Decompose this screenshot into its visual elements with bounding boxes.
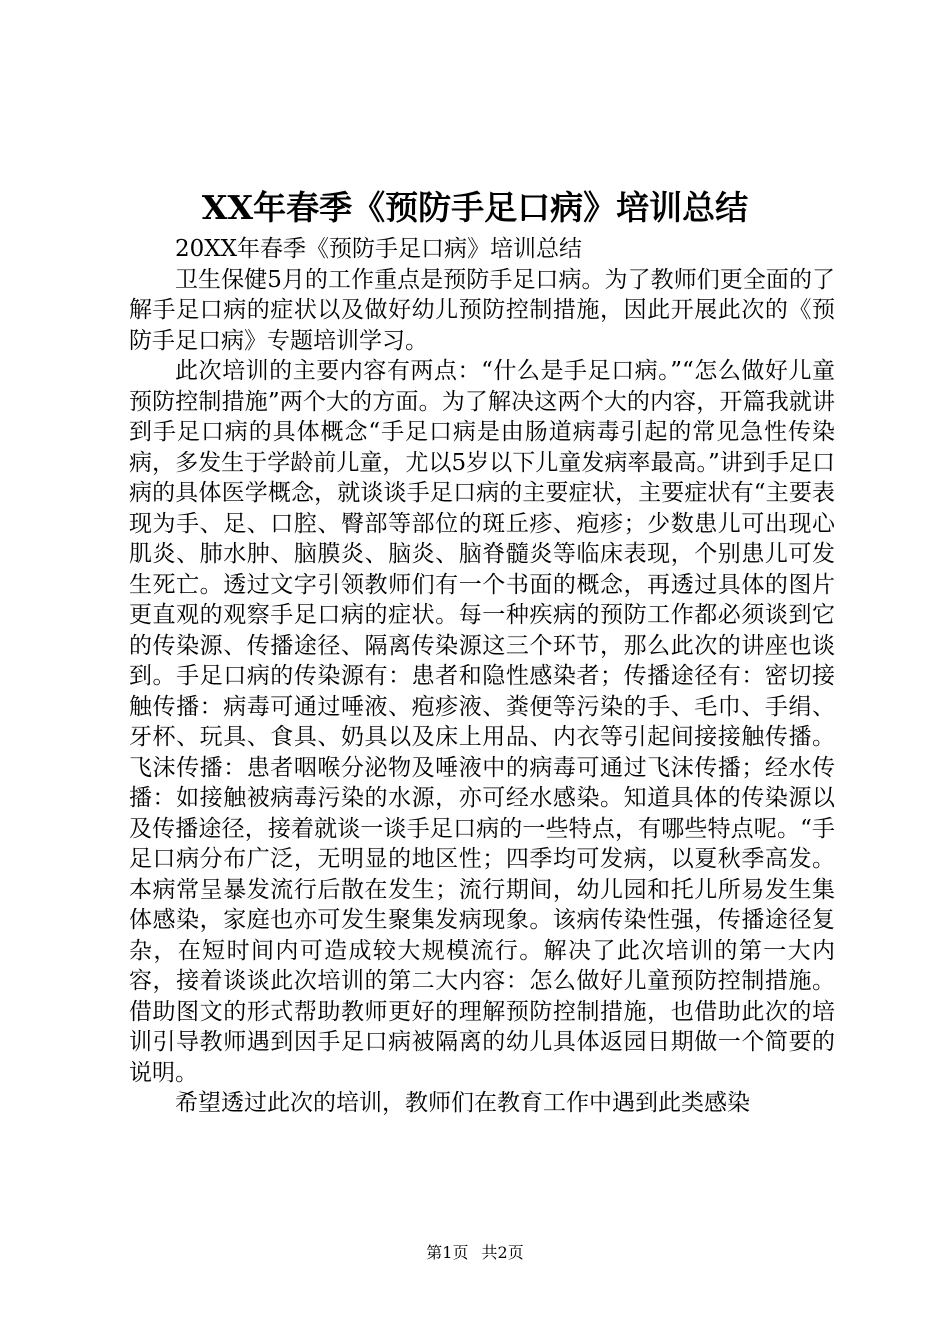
page-number: 第1页 — [426, 1243, 469, 1262]
paragraph-subtitle: 20XX年春季《预防手足口病》培训总结 — [175, 236, 583, 262]
paragraph-closing: 希望透过此次的培训，教师们在教育工作中遇到此类感染 — [175, 1090, 750, 1116]
paragraph-main: 此次培训的主要内容有两点：“什么是手足口病。”“怎么做好儿童预防控制措施”两个大的方面。为了解决这两个大的内容，开篇我就讲到手足口病的具体概念“手足口病是由肠道病毒引起的常见急性传染病，多发生于学龄前儿童，尤以5岁以下儿童发病率最高。”讲到手足口病的具体医学概念，就谈谈手足口病的主要症状，主要症状有“主要表现为手、足、口腔、臀部等部位的斑丘疹、疱疹；少数患儿可出现心肌炎、肺水肿、脑膜炎、脑炎、脑脊髓炎等临床表现，个别患儿可发生死亡。透过文字引领教师们有一个书面的概念，再透过具体的图片更直观的观察手足口病的症状。每一种疾病的预防工作都必须谈到它的传染源、传播途径、隔离传染源这三个环节，那么此次的讲座也谈到。手足口病的传染源有：患者和隐性感染者；传播途径有：密切接触传播：病毒可通过唾液、疱疹液、粪便等污染的手、毛巾、手绢、牙杯、玩具、食具、奶具以及床上用品、内衣等引起间接接触传播。飞沫传播：患者咽喉分泌物及唾液中的病毒可通过飞沫传播；经水传播：如接触被病毒污染的水源，亦可经水感染。知道具体的传染源以及传播途径，接着就谈一谈手足口病的一些特点，有哪些特点呢。“手足口病分布广泛，无明显的地区性；四季均可发病，以夏秋季高发。本病常呈暴发流行后散在发生；流行期间，幼儿园和托儿所易发生集体感染，家庭也亦可发生聚集发病现象。该病传染性强，传播途径复杂，在短时间内可造成较大规模流行。解决了此次培训的第一大内容，接着谈谈此次培训的第二大内容：怎么做好儿童预防控制措施。借助图文的形式帮助教师更好的理解预防控制措施，也借助此次的培训引导教师遇到因手足口病被隔离的幼儿具体返园日期做一个简要的说明。 — [129, 358, 835, 1086]
document-title: XX年春季《预防手足口病》培训总结 — [201, 188, 749, 227]
paragraph-intro: 卫生保健5月的工作重点是预防手足口病。为了教师们更全面的了解手足口病的症状以及做好幼儿预防控制措施，因此开展此次的《预防手足口病》专题培训学习。 — [129, 266, 835, 354]
page-total: 共2页 — [481, 1243, 524, 1262]
document-body — [129, 234, 835, 1119]
page-footer — [0, 1241, 950, 1265]
